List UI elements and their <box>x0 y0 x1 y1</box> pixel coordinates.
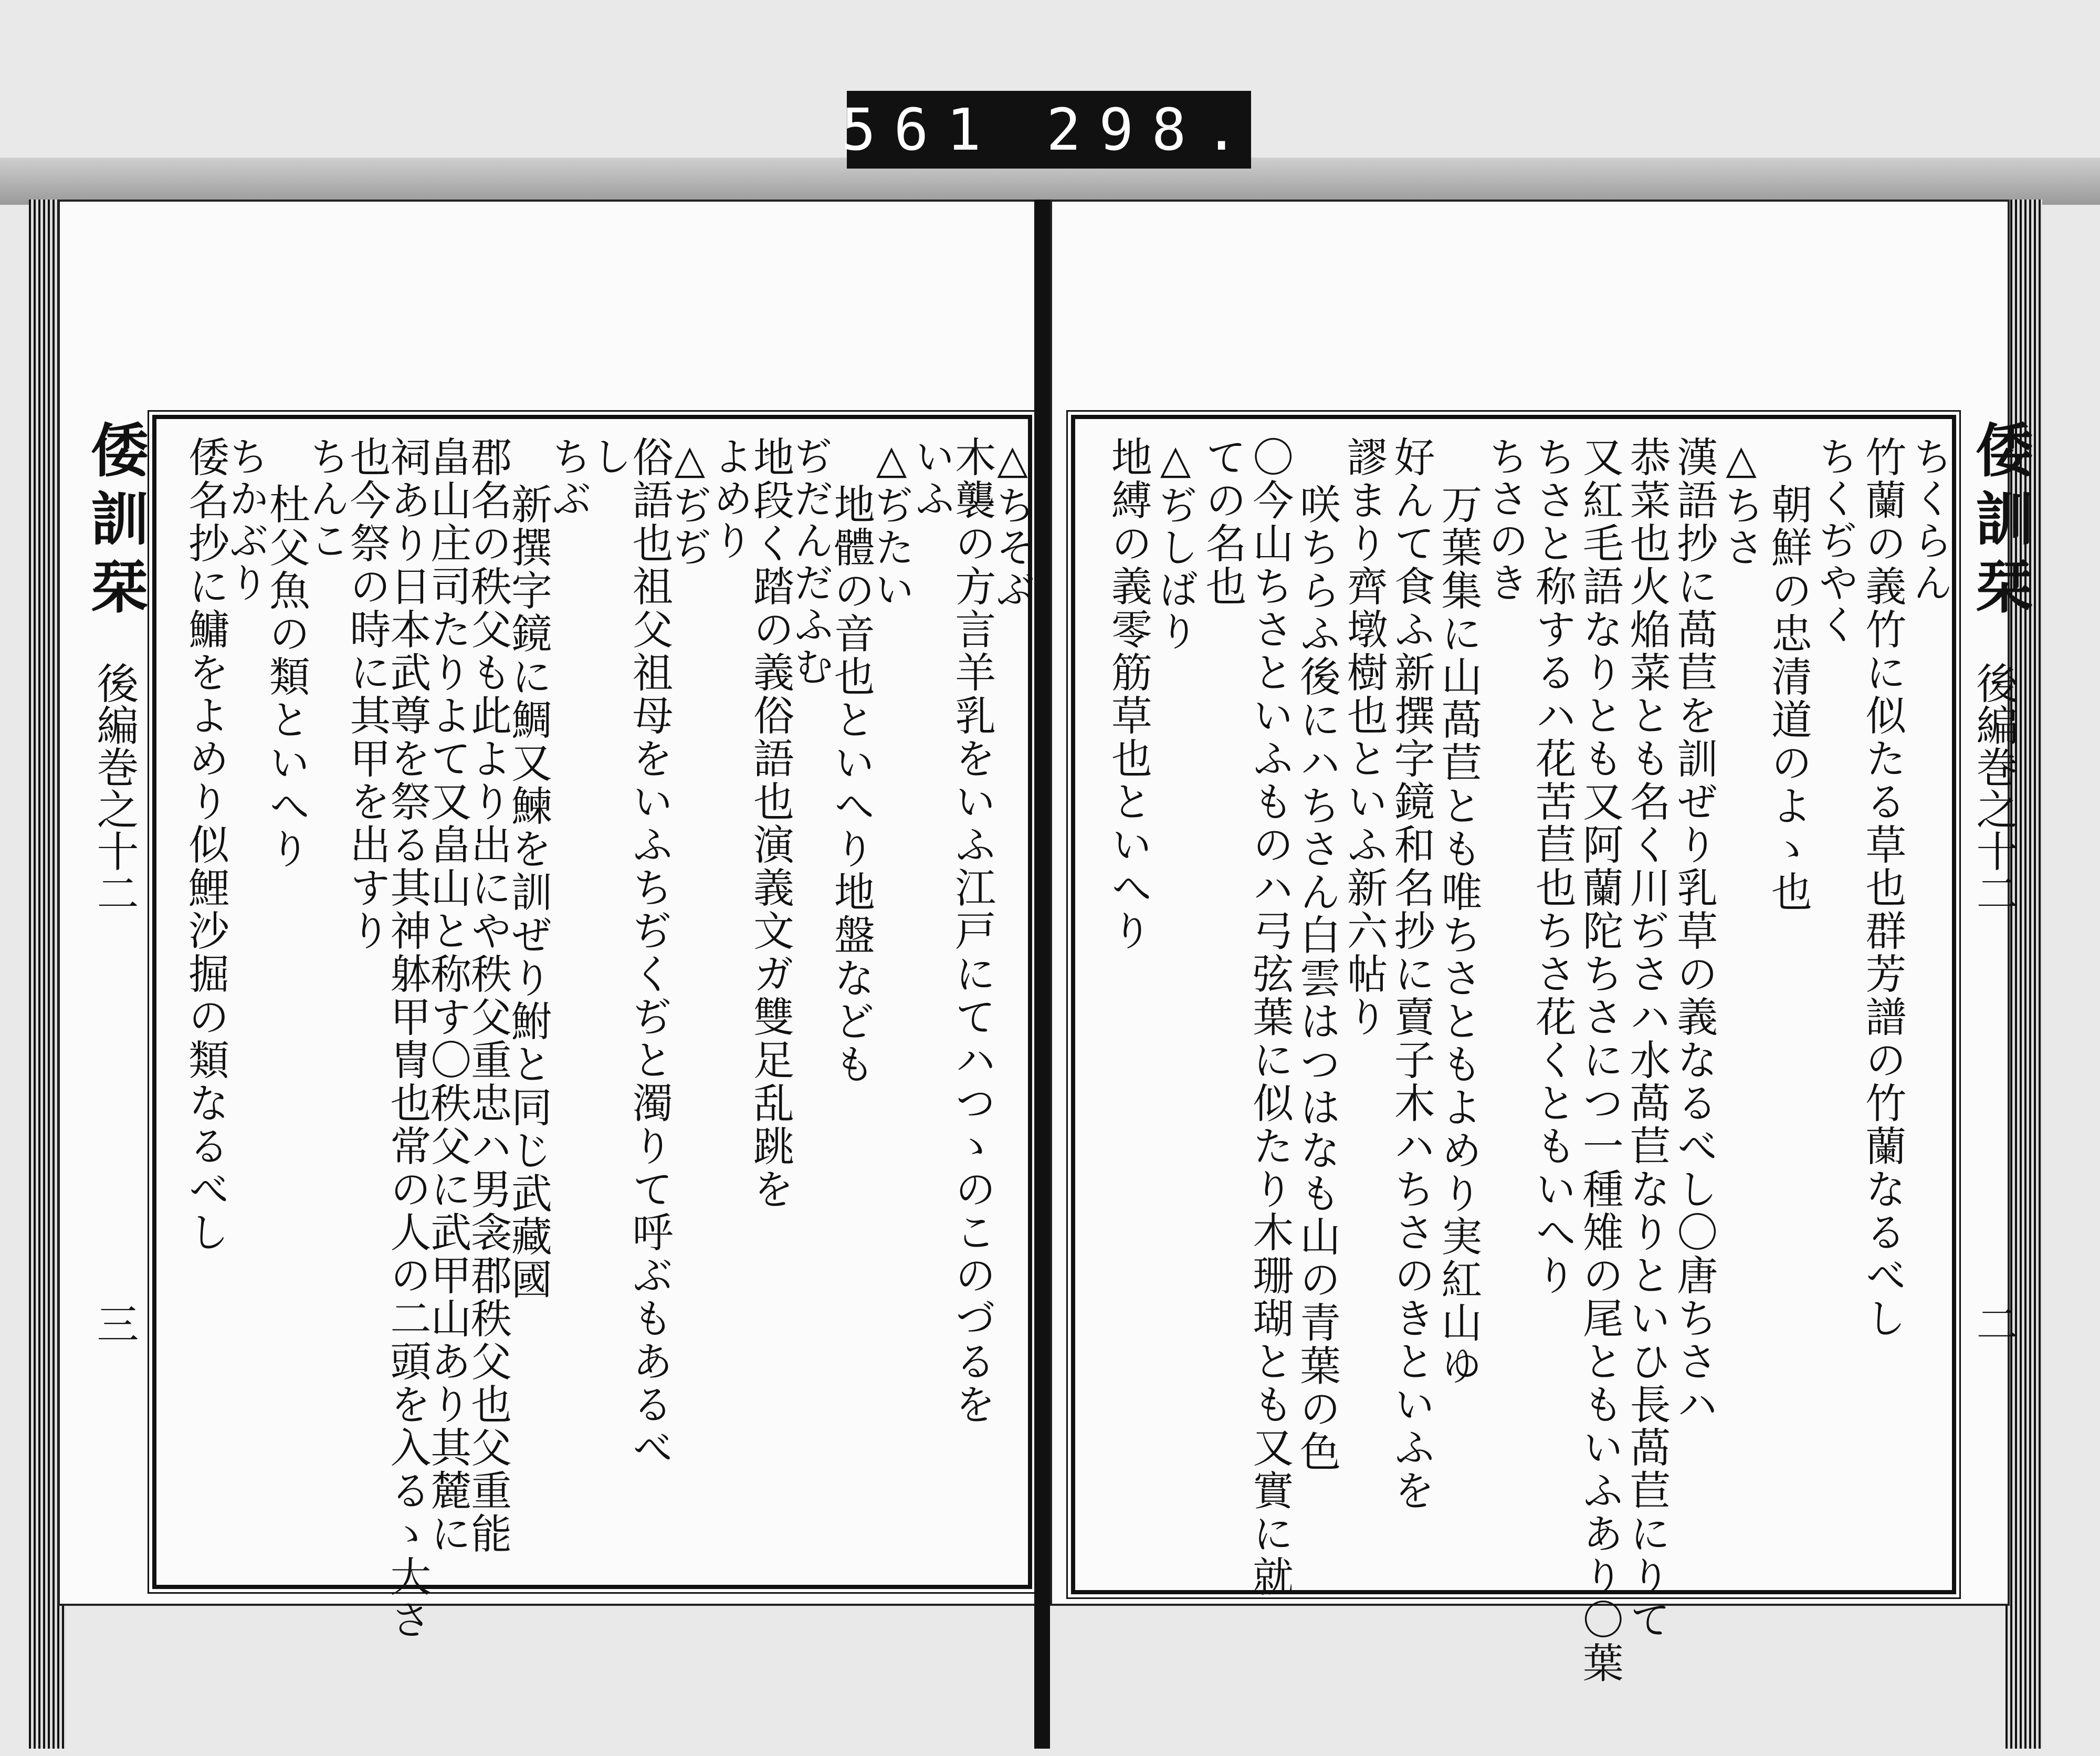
left-column: ぢだんだふむ <box>787 436 834 688</box>
left-column: 杜父魚の類といへり <box>262 483 310 871</box>
catalog-number-label <box>841 91 1257 169</box>
left-column: 倭名抄に鱅をよめり似鯉沙掘の類なるべし <box>182 436 229 1254</box>
right-margin-section: 後編巻之十二 <box>1969 662 2018 914</box>
right-column: ちくぢやく <box>1812 436 1859 646</box>
right-column: △ちさ <box>1718 436 1765 569</box>
left-column: ちんこ <box>303 436 350 562</box>
right-column: △ぢしばり <box>1152 436 1199 653</box>
right-column: 咲ちらふ後にハちさん白雲はつはなも山の青葉の色 <box>1293 483 1340 1473</box>
right-column: 〇今山ちさといふものハ弓弦葉に似たり木珊瑚とも又實に就 <box>1246 436 1294 1598</box>
left-column: よめり <box>707 436 754 562</box>
right-column: ちくらん <box>1906 436 1954 604</box>
left-column: △ちそぶ <box>989 436 1036 611</box>
right-column: 漢語抄に萵苣を訓ぜり乳草の義なるべし〇唐ちさハ <box>1670 436 1718 1426</box>
right-column: 地縛の義零筋草也といへり <box>1104 436 1152 953</box>
right-column: ちさのき <box>1482 436 1529 604</box>
left-column: いふ <box>908 436 956 520</box>
left-column: 木襲の方言羊乳をいふ江戸にてハつゝのこのづるを <box>948 436 996 1426</box>
right-column: 万葉集に山萵苣とも唯ちさともよめり実紅山ゆ <box>1434 483 1482 1387</box>
right-column: ての名也 <box>1199 436 1246 608</box>
left-page-number: 三 <box>90 1302 139 1344</box>
right-column: ちさと称するハ花苦苣也ちさ花くともいへり <box>1528 436 1576 1297</box>
right-column: 又紅毛語なりとも又阿蘭陀ちさにつ一種雉の尾ともいふあり〇葉 <box>1576 436 1623 1685</box>
right-column: 朝鮮の忠清道のよゝ也 <box>1764 483 1812 914</box>
left-margin-title: 倭訓栞 <box>81 420 149 625</box>
left-column: し <box>585 436 633 478</box>
right-column: 竹蘭の義竹に似たる草也群芳譜の竹蘭なるべし <box>1858 436 1906 1340</box>
left-column: △ぢたい <box>868 436 915 611</box>
left-column: 地段く踏の義俗語也演義文ガ雙足乱跳を <box>747 436 794 1211</box>
left-column: 郡名の秩父も此より出にや秩父重忠ハ男衾郡秩父也父重能 <box>464 436 512 1555</box>
left-column: 俗語也祖父祖母をいふちぢくぢと濁りて呼ぶもあるべ <box>625 436 673 1469</box>
left-column: 新撰字鏡に鯛又鰊を訓ぜり鮒と同じ武藏國 <box>504 483 552 1301</box>
catalog-number-left: 561 <box>841 96 999 163</box>
left-column: 畠山庄司たりよて又畠山と称す〇秩父に武甲山あり其麓に <box>424 436 471 1555</box>
left-column: 也今祭の時に其甲を出すり <box>343 436 391 953</box>
left-column: 地體の音也といへり地盤なども <box>827 483 875 1086</box>
right-column: 好んて食ふ新撰字鏡和名抄に賣子木ハちさのきといふを <box>1387 436 1435 1512</box>
right-column: 恭菜也火焔菜とも名く川ぢさハ水萵苣なりといひ長萵苣にりて <box>1623 436 1671 1642</box>
right-column: 謬まり齊墩樹也といふ新六帖り <box>1340 436 1388 1039</box>
left-column: ちかぶり <box>222 436 269 604</box>
right-margin-title: 倭訓栞 <box>1966 420 2034 625</box>
left-margin-section: 後編巻之十二 <box>90 662 139 914</box>
left-column: 祠あり日本武尊を祭る其神躰甲冑也常の人の二頭を入るゝ大さ <box>383 436 431 1642</box>
left-column: △ぢぢ <box>666 436 713 569</box>
left-column: ちぶ <box>545 436 592 520</box>
right-page-number: 二 <box>1969 1302 2018 1344</box>
catalog-number-right: 298. <box>1046 96 1257 163</box>
book-spine <box>1034 200 1050 1749</box>
